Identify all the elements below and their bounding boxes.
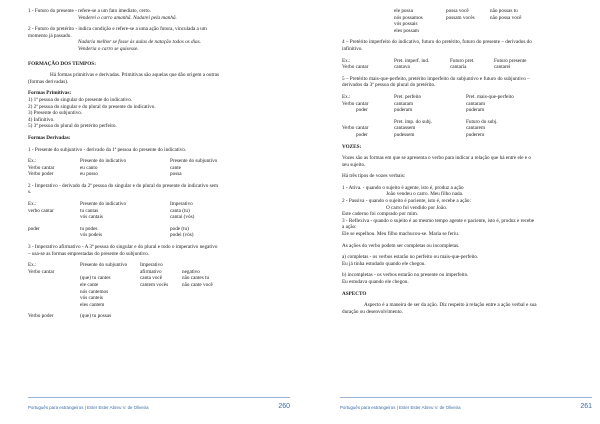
table-row xyxy=(28,208,280,215)
table-cell: eles possam xyxy=(394,27,419,34)
footer-text: Português para estrangeiros | Ester Ester Abreu V. de Oliveira xyxy=(340,405,461,410)
text-line: Há três tipos de vozes verbais: xyxy=(342,173,406,180)
list-item: 4) Infinitivo. xyxy=(28,116,55,123)
table-row xyxy=(28,201,280,208)
table-row xyxy=(28,289,280,296)
table-cell: Imperativo xyxy=(170,201,193,208)
page-footer xyxy=(28,397,290,410)
page-number: 261 xyxy=(580,403,592,410)
table-cell xyxy=(342,119,394,126)
table-cell: (que) tu possas xyxy=(80,313,112,320)
page-footer xyxy=(340,397,592,410)
table-cell: Pret. imperf. ind. xyxy=(394,57,430,64)
table-cell: ele cante xyxy=(80,282,99,288)
table-cell: nós cantemos xyxy=(80,288,109,295)
example-line: Ele se espelhou. Meu filho machucou-se. Maria se feriu. xyxy=(342,231,460,238)
table-cell xyxy=(28,289,80,296)
left-page-content xyxy=(28,8,280,320)
table-cell: Verbo cantar xyxy=(342,125,369,132)
section-heading: VOZES: xyxy=(342,143,362,150)
table-cell: Imperativo afirmativo xyxy=(140,262,163,275)
table-row xyxy=(28,302,280,309)
example-line: Nadaria melhor se fosse às aulas de natação todos os dias. xyxy=(78,39,201,46)
table-row xyxy=(28,171,280,178)
table-cell: Pret. imp. do subj. xyxy=(394,118,433,125)
table-cell: vós canteis xyxy=(80,295,103,302)
text-line: seu sujeito. xyxy=(342,161,366,168)
text-line: a ação: xyxy=(342,224,357,231)
table-row xyxy=(28,282,280,289)
table-cell: puderam xyxy=(394,107,413,114)
text-line: 3 - Reflexiva - quando o sujeito é ao mesmo tempo agente e paciente, isto é, produz e recebe xyxy=(342,217,535,224)
text-line: a) completas - os verbos estarão no perfeito ou mais-que-perfeito. xyxy=(342,254,479,261)
table-row xyxy=(342,132,594,139)
text-line: 2 - Futuro do pretérito - indica condição e refere-se a uma ação futura, vinculada a um xyxy=(28,26,207,33)
table-cell: (que) tu cantes xyxy=(80,275,111,282)
table-cell xyxy=(28,275,80,282)
table-cell: canta (tu) xyxy=(170,207,190,214)
table-cell: negativo xyxy=(182,268,200,275)
text-line: 5 – Pretérito mais-que-perfeito, pretérito imperfeito do subjuntivo e futuro do subjuntivo – xyxy=(342,75,530,82)
text-line: b) incompletas - os verbos estarão no presente ou imperfeito. xyxy=(342,272,469,279)
table-cell: Pret. perfeito xyxy=(394,93,422,100)
table-cell: Futuro presente xyxy=(494,57,527,64)
table-row xyxy=(342,15,594,22)
right-page xyxy=(300,0,600,424)
table-row xyxy=(342,58,594,65)
table-row xyxy=(28,232,280,239)
table-cell: cantarem xyxy=(466,125,486,132)
table-row xyxy=(342,21,594,28)
table-cell: nós possamos xyxy=(394,14,423,21)
text-line: Há formas primitivas e derivadas. Primitivas são aquelas que dão origem a outras xyxy=(50,72,219,79)
table-row xyxy=(342,119,594,126)
example-line: O carro foi vendido por João. xyxy=(386,204,448,211)
table-cell: Presente do subjuntivo xyxy=(80,262,128,269)
table-cell: não possa você xyxy=(490,14,522,21)
table-cell: não cantes tu xyxy=(182,275,210,282)
text-line: infinitivo. xyxy=(342,45,363,52)
table-row xyxy=(342,107,594,114)
text-line: derivados da 3ª pessoa do plural do pretérito. xyxy=(342,82,436,89)
table-cell: Ex.: xyxy=(28,201,37,208)
subheading: Formas Derivadas: xyxy=(28,134,71,141)
table-cell: Verbo poder xyxy=(28,171,54,178)
example-line: Eu estudava quando ele chegou. xyxy=(342,279,409,285)
section-heading: FORMAÇÃO DOS TEMPOS: xyxy=(28,60,96,67)
text-line: s. xyxy=(28,189,32,196)
table-cell: puderam xyxy=(466,107,485,114)
table-cell: eu canto xyxy=(80,164,98,171)
text-line: 1 - Ativa. - quando o sujeito é agente, isto é, produz a ação xyxy=(342,184,464,191)
table-row xyxy=(342,64,594,71)
text-line: 4 – Pretérito imperfeito do indicativo, futuro do pretérito, futuro do presente – derivados do xyxy=(342,39,532,46)
table-cell: canta você xyxy=(140,275,163,282)
table-cell: Ex.: xyxy=(28,262,37,269)
table-row xyxy=(28,313,280,320)
table-cell: eu posso xyxy=(80,171,99,178)
list-item: 1) 1ª pessoa do singular do presente do indicativo. xyxy=(28,96,133,103)
table-cell: Presente do subjuntivo xyxy=(170,158,218,165)
table-cell: cantaram xyxy=(466,100,486,107)
table-cell: poder xyxy=(356,131,368,138)
table-cell: cantai (vós) xyxy=(170,214,195,221)
text-line: Vozes são as formas em que se apresenta o verbo para indicar a relação que há entre ele e o xyxy=(342,155,532,162)
table-cell: Ex.: xyxy=(342,57,351,64)
table-cell: vós cantais xyxy=(80,214,103,221)
text-line: 2 - Imperativo - derivado da 2ª pessoa do singular e do plural do presente do indicativo sem xyxy=(28,182,219,189)
table-cell: pode (tu) xyxy=(170,225,189,232)
table-cell: Ex.: xyxy=(342,93,351,100)
table-cell xyxy=(28,214,80,221)
table-cell: não cante você xyxy=(182,282,213,288)
table-cell: poder xyxy=(356,107,368,114)
page-number: 260 xyxy=(278,403,290,410)
text-line: 1 - Presente do subjuntivo - derivado da 1ª pessoa do presente do indicativo. xyxy=(28,146,187,153)
table-cell: eles cantem xyxy=(80,301,105,308)
table-cell: possa você xyxy=(446,8,469,14)
table-cell: cantaria xyxy=(450,64,467,71)
table-cell: Pret. mais-que-perfeito xyxy=(466,93,514,100)
table-row xyxy=(28,269,280,276)
table-cell: cantarei xyxy=(494,64,511,71)
table-cell: Presente do indicativo xyxy=(80,158,127,165)
table-row xyxy=(342,28,594,35)
list-item: 5) 3ª pessoa do plural do pretérito perfeito. xyxy=(28,123,117,130)
table-cell: tu podes xyxy=(80,225,98,232)
footer-text: Português para estrangeiros | Ester Ester Abreu V. de Oliveira xyxy=(28,405,149,410)
table-cell: vós possais xyxy=(394,21,418,28)
table-row xyxy=(28,158,280,165)
example-line: João vendeu o carro. Meu filho nada. xyxy=(386,191,464,198)
table-cell xyxy=(28,302,80,309)
table-cell xyxy=(28,232,80,239)
table-cell: cantaram xyxy=(394,100,414,107)
table-row xyxy=(342,8,594,15)
example-line: Este caderno foi comprado por mim. xyxy=(342,211,419,218)
table-cell: Verbo poder xyxy=(28,313,54,320)
subheading: Formas Primitivas: xyxy=(28,90,72,97)
section-heading: ASPECTO xyxy=(342,290,367,297)
text-line: Aspecto é a maneira de ser da ação. Diz respeito à relação entre a ação verbal e sua xyxy=(364,302,537,309)
right-page-content xyxy=(342,8,594,315)
table-cell: cante xyxy=(170,164,181,171)
table-cell: não possas tu xyxy=(490,8,518,14)
table-cell: possa xyxy=(170,171,182,178)
table-cell: Futuro do subj. xyxy=(466,118,498,125)
table-cell: ele possa xyxy=(394,8,413,14)
table-cell: puderem xyxy=(466,131,485,138)
example-line: Venderei o carro amanhã. Nadarei pela manhã. xyxy=(78,14,177,21)
text-line: 3 - Imperativo afirmativo - A 3ª pessoa do singular e do plural e todo o imperativo negativo xyxy=(28,244,218,251)
table-cell xyxy=(140,269,182,276)
table-cell: tu cantas xyxy=(80,207,99,214)
example-line: Eu já tinha estudado quando ele chegou. xyxy=(342,260,426,267)
table-row xyxy=(28,295,280,302)
text-line: As ações do verbo podem ser completas ou incompletas. xyxy=(342,242,460,249)
table-row xyxy=(28,226,280,233)
table-cell: podei (vós) xyxy=(170,232,194,239)
table-cell: Verbo cantar xyxy=(342,100,369,107)
text-line: 1 - Futuro do presente - refere-se a um fato imediato, certo. xyxy=(28,8,151,14)
list-item: 3) Presente do subjuntivo. xyxy=(28,110,83,117)
table-cell: Verbo cantar xyxy=(342,64,369,71)
table-cell xyxy=(28,295,80,302)
table-cell: cantem vocês xyxy=(140,282,169,288)
list-item: 2) 2ª pessoa do singular e do plural do presente do indicativo. xyxy=(28,103,156,110)
table-row xyxy=(342,101,594,108)
table-cell: Ex.: xyxy=(28,158,37,165)
text-line: 2 - Passiva - quando o sujeito é paciente, isto é, recebe a ação: xyxy=(342,198,471,205)
table-cell: poder xyxy=(28,225,40,232)
table-row xyxy=(342,94,594,101)
table-cell: cantava xyxy=(394,64,410,71)
example-line: Venderia o carro se quisesse. xyxy=(78,45,139,52)
table-row xyxy=(28,275,280,282)
table-cell: verbo cantar xyxy=(28,207,54,214)
text-line: momento já passado. xyxy=(28,32,72,39)
table-cell: possam vocês xyxy=(446,14,475,21)
text-line: duração ou desenvolvimento. xyxy=(342,308,403,315)
table-cell: Verbo cantar xyxy=(28,268,55,275)
table-row xyxy=(342,125,594,132)
table-cell: vós podeis xyxy=(80,232,103,239)
table-row xyxy=(28,214,280,221)
table-cell xyxy=(28,282,80,289)
table-cell: Verbo cantar xyxy=(28,164,55,171)
table-cell: Presente do indicativo xyxy=(80,201,127,208)
table-cell: Futuro pret. xyxy=(450,57,475,64)
text-line: – usa-se as formas emprestadas do presente do subjuntivo. xyxy=(28,250,150,257)
table-cell: cantassem xyxy=(394,125,416,132)
text-line: (formas derivadas). xyxy=(28,78,69,85)
table-cell: pudessem xyxy=(394,131,415,138)
table-row xyxy=(28,165,280,172)
